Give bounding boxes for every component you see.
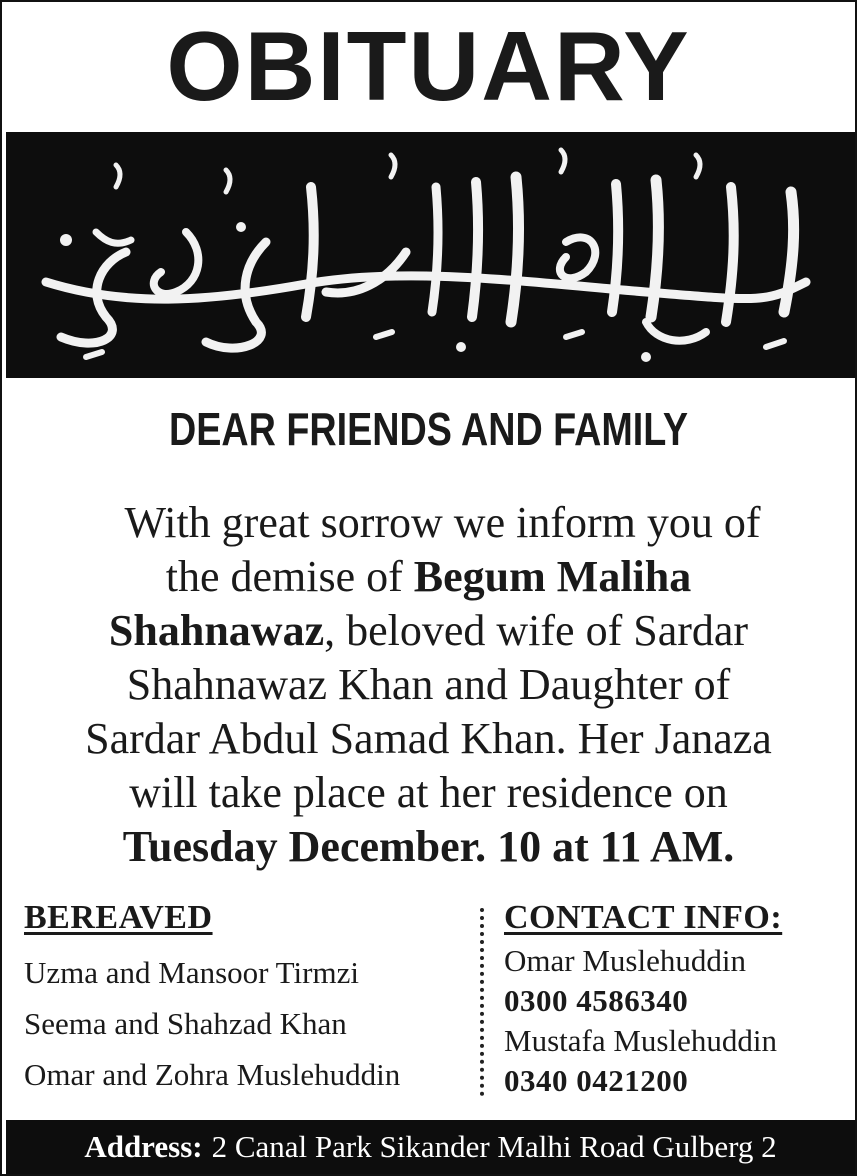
contact-phone[interactable]: 0300 4586340 [504,983,689,1018]
contact-phone[interactable]: 0340 0421200 [504,1063,689,1098]
bereaved-section [24,899,474,1100]
contact-name: Omar Muslehuddin [504,943,746,978]
address-bar [6,1120,855,1174]
bereaved-heading: BEREAVED [24,899,213,936]
announcement-line [22,604,835,658]
janaza-date-text: Tuesday December. 10 at 11 AM. [122,822,735,871]
address-value: 2 Canal Park Sikander Malhi Road Gulberg 2 [211,1129,777,1164]
announcement-line: Shahnawaz Khan and Daughter of [126,660,731,709]
deceased-name: Shahnawaz [108,606,325,655]
announcement-text: , beloved wife of Sardar [324,606,749,655]
announcement-paragraph [22,496,835,874]
contact-list [504,941,849,1101]
greeting-heading: DEAR FRIENDS AND FAMILY [168,403,689,455]
contact-section [504,899,849,1101]
dotted-divider [480,908,484,1096]
arabic-calligraphy-image [6,132,855,378]
contact-heading: CONTACT INFO: [504,899,783,936]
address-label: Address: [84,1129,203,1164]
deceased-name: Begum Maliha [413,552,692,601]
announcement-line: will take place at her residence on [129,768,728,817]
list-item: Omar and Zohra Muslehuddin [24,1057,401,1092]
bereaved-list [24,947,474,1100]
announcement-line [22,550,835,604]
list-item: Seema and Shahzad Khan [24,1006,347,1041]
calligraphy-banner [6,132,855,378]
contact-name: Mustafa Muslehuddin [504,1023,777,1058]
announcement-line: With great sorrow we inform you of [124,498,761,547]
announcement-text: the demise of [165,552,414,601]
list-item: Uzma and Mansoor Tirmzi [24,955,359,990]
announcement-line: Sardar Abdul Samad Khan. Her Janaza [85,714,772,763]
janaza-date [22,820,835,874]
notice-title: OBITUARY [166,10,691,121]
